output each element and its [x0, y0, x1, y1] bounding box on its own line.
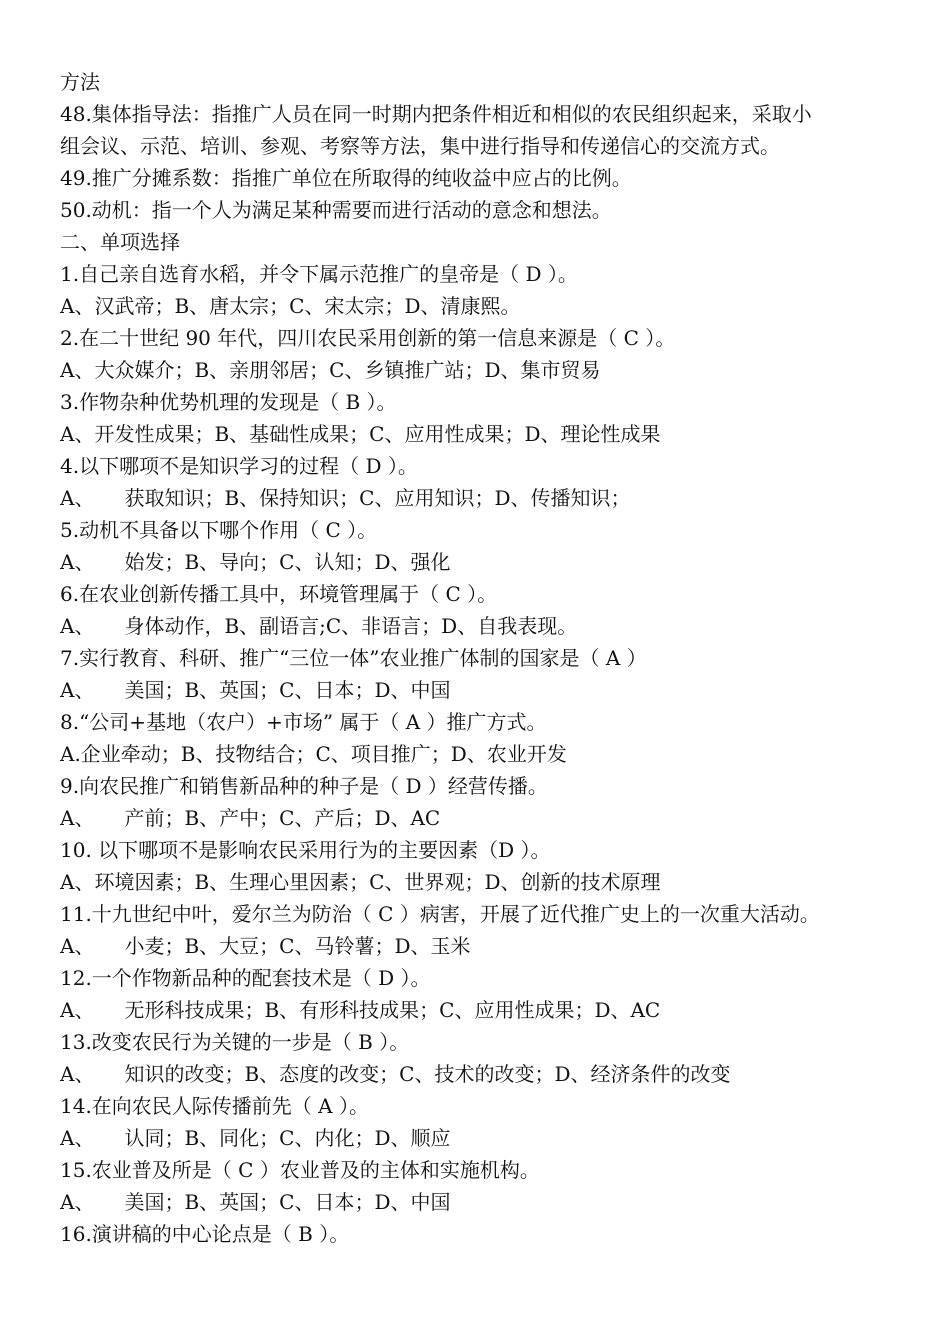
options-text: A、 知识的改变；B、态度的改变；C、技术的改变；D、经济条件的改变	[60, 1062, 731, 1086]
question-text: 10. 以下哪项不是影响农民采用行为的主要因素（D ）。	[60, 838, 551, 862]
question-text: 15.农业普及所是（ C ）农业普及的主体和实施机构。	[60, 1158, 540, 1182]
question-text: 2.在二十世纪 90 年代，四川农民采用创新的第一信息来源是（ C ）。	[60, 326, 676, 350]
options-text: A、汉武帝；B、唐太宗；C、宋太宗；D、清康熙。	[60, 294, 521, 318]
options-text: A、 美国；B、英国；C、日本；D、中国	[60, 1190, 451, 1214]
options-text: A、 小麦；B、大豆；C、马铃薯；D、玉米	[60, 934, 471, 958]
text-line: 组会议、示范、培训、参观、考察等方法，集中进行指导和传递信心的交流方式。	[60, 134, 780, 158]
question-text: 11.十九世纪中叶，爱尔兰为防治（ C ）病害，开展了近代推广史上的一次重大活动。	[60, 902, 820, 926]
options-text: A.企业牵动；B、技物结合；C、项目推广；D、农业开发	[60, 742, 567, 766]
question-text: 5.动机不具备以下哪个作用（ C ）。	[60, 518, 378, 542]
text-line: 50.动机：指一个人为满足某种需要而进行活动的意念和想法。	[60, 198, 612, 222]
options-text: A、 美国；B、英国；C、日本；D、中国	[60, 678, 451, 702]
options-text: A、 无形科技成果；B、有形科技成果；C、应用性成果；D、AC	[60, 998, 661, 1022]
question-text: 16.演讲稿的中心论点是（ B ）。	[60, 1222, 350, 1246]
question-text: 1.自己亲自选育水稻，并令下属示范推广的皇帝是（ D ）。	[60, 262, 578, 286]
options-text: A、环境因素；B、生理心里因素；C、世界观；D、创新的技术原理	[60, 870, 661, 894]
question-text: 14.在向农民人际传播前先（ A ）。	[60, 1094, 369, 1118]
text-line: 48.集体指导法：指推广人员在同一时期内把条件相近和相似的农民组织起来，采取小	[60, 102, 812, 126]
question-text: 12.一个作物新品种的配套技术是（ D ）。	[60, 966, 431, 990]
question-text: 8.“公司+基地（农户）+市场” 属于（ A ）推广方式。	[60, 710, 547, 734]
options-text: A、开发性成果；B、基础性成果；C、应用性成果；D、理论性成果	[60, 422, 661, 446]
options-text: A、大众媒介；B、亲朋邻居；C、乡镇推广站；D、集市贸易	[60, 358, 601, 382]
options-text: A、 认同；B、同化；C、内化；D、顺应	[60, 1126, 451, 1150]
section-heading: 二、单项选择	[60, 230, 180, 254]
options-text: A、 获取知识；B、保持知识；C、应用知识；D、传播知识；	[60, 486, 631, 510]
question-text: 9.向农民推广和销售新品种的种子是（ D ）经营传播。	[60, 774, 548, 798]
text-line: 方法	[60, 70, 100, 94]
question-text: 13.改变农民行为关键的一步是（ B ）。	[60, 1030, 410, 1054]
text-line: 49.推广分摊系数：指推广单位在所取得的纯收益中应占的比例。	[60, 166, 632, 190]
question-text: 4.以下哪项不是知识学习的过程（ D ）。	[60, 454, 418, 478]
question-text: 7.实行教育、科研、推广“三位一体”农业推广体制的国家是（ A ）	[60, 646, 647, 670]
options-text: A、 身体动作，B、副语言;C、非语言；D、自我表现。	[60, 614, 578, 638]
question-text: 3.作物杂种优势机理的发现是（ B ）。	[60, 390, 397, 414]
question-text: 6.在农业创新传播工具中，环境管理属于（ C ）。	[60, 582, 498, 606]
options-text: A、 始发；B、导向；C、认知；D、强化	[60, 550, 451, 574]
options-text: A、 产前；B、产中；C、产后；D、AC	[60, 806, 441, 830]
